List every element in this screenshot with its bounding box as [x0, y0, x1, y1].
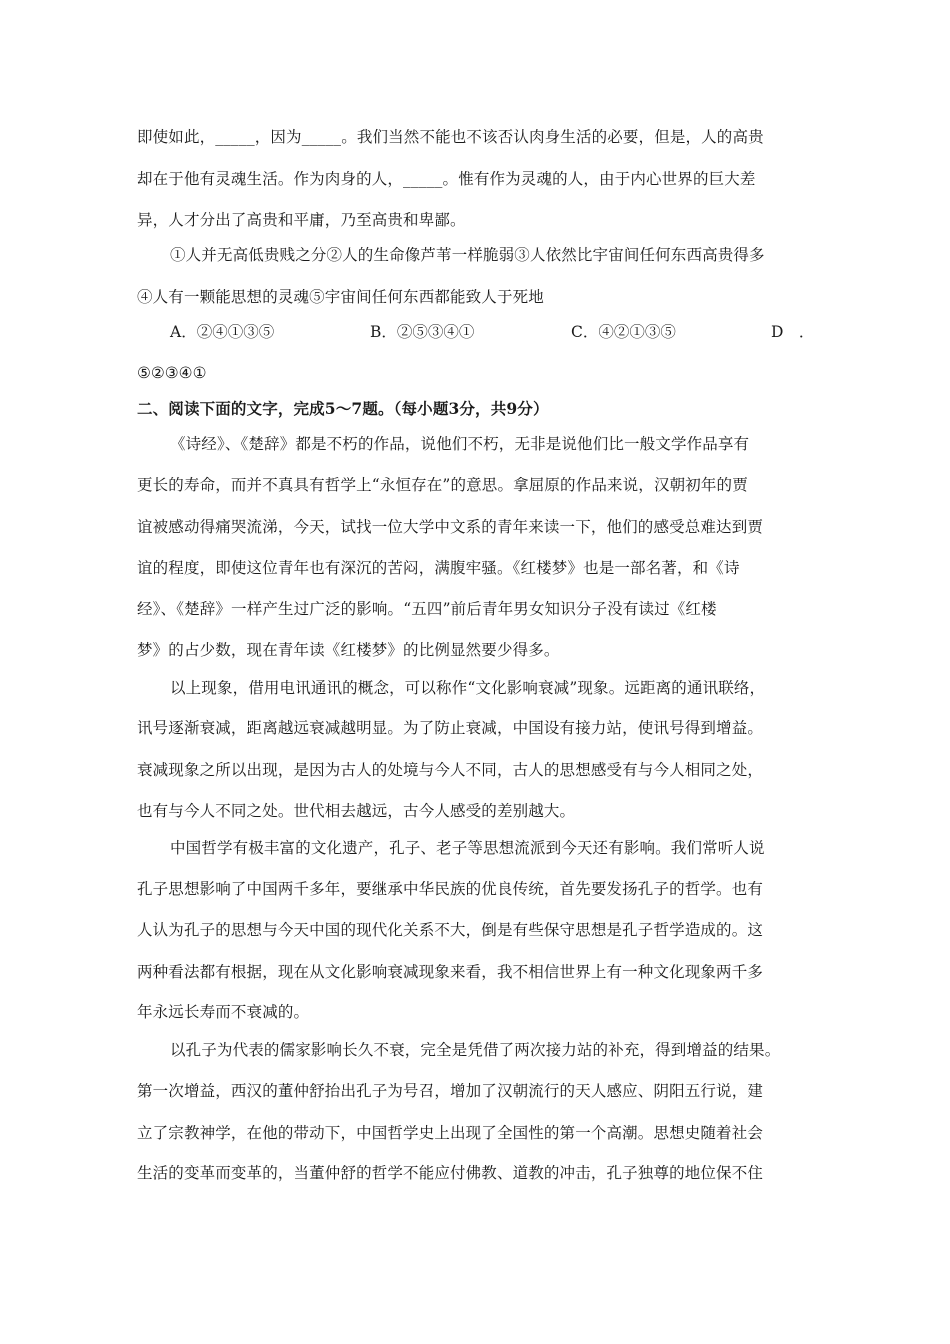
option-a: A．②④①③⑤ — [170, 323, 275, 341]
paragraph-line: 也有与今人不同之处。世代相去越远，古今人感受的差别越大。 — [137, 802, 576, 820]
paragraph-line: 以孔子为代表的儒家影响长久不衰，完全是凭借了两次接力站的补充，得到增益的结果。 — [170, 1041, 781, 1059]
paragraph-line: 以上现象，借用电讯通讯的概念，可以称作“文化影响衰减”现象。远距离的通讯联络， — [170, 679, 766, 697]
paragraph-line: 生活的变革而变革的，当董仲舒的哲学不能应付佛教、道教的冲击，孔子独尊的地位保不住 — [137, 1164, 764, 1182]
choices-line: ①人并无高低贵贱之分②人的生命像芦苇一样脆弱③人依然比宇宙间任何东西高贵得多 — [170, 246, 765, 264]
option-d-label: D ． — [771, 323, 815, 341]
paragraph-line: 中国哲学有极丰富的文化遗产，孔子、老子等思想流派到今天还有影响。我们常听人说 — [170, 839, 765, 857]
paragraph-line: 谊被感动得痛哭流涕，今天，试找一位大学中文系的青年来读一下，他们的感受总难达到贾 — [137, 518, 764, 536]
paragraph-line: 谊的程度，即使这位青年也有深沉的苦闷，满腹牢骚。《红楼梦》也是一部名著，和《诗 — [137, 559, 740, 577]
passage-line: 却在于他有灵魂生活。作为肉身的人，_____。惟有作为灵魂的人，由于内心世界的巨大差 — [137, 170, 756, 188]
paragraph-line: 立了宗教神学，在他的带动下，中国哲学史上出现了全国性的第一个高潮。思想史随着社会 — [137, 1124, 764, 1142]
paragraph-line: 更长的寿命，而并不真具有哲学上“永恒存在”的意思。拿屈原的作品来说，汉朝初年的贾 — [137, 476, 748, 494]
choices-line: ④人有一颗能思想的灵魂⑤宇宙间任何东西都能致人于死地 — [137, 288, 544, 306]
paragraph-line: 第一次增益，西汉的董仲舒抬出孔子为号召，增加了汉朝流行的天人感应、阴阳五行说，建 — [137, 1082, 764, 1100]
paragraph-line: 讯号逐渐衰减，距离越远衰减越明显。为了防止衰减，中国设有接力站，使讯号得到增益。 — [137, 719, 764, 737]
paragraph-line: 梦》的占少数，现在青年读《红楼梦》的比例显然要少得多。 — [137, 641, 560, 659]
paragraph-line: 经》、《楚辞》一样产生过广泛的影响。“五四”前后青年男女知识分子没有读过《红楼 — [137, 600, 717, 618]
paragraph-line: 《诗经》、《楚辞》都是不朽的作品，说他们不朽，无非是说他们比一般文学作品享有 — [170, 435, 750, 453]
passage-line: 即使如此，_____，因为_____。我们当然不能也不该否认肉身生活的必要，但是，人的高贵 — [137, 128, 764, 146]
option-c: C．④②①③⑤ — [571, 323, 676, 341]
option-d-value: ⑤②③④① — [137, 364, 207, 382]
paragraph-line: 孔子思想影响了中国两千多年，要继承中华民族的优良传统，首先要发扬孔子的哲学。也有 — [137, 880, 764, 898]
paragraph-line: 年永远长寿而不衰减的。 — [137, 1003, 310, 1021]
paragraph-line: 人认为孔子的思想与今天中国的现代化关系不大，倒是有些保守思想是孔子哲学造成的。这 — [137, 921, 764, 939]
paragraph-line: 衰减现象之所以出现，是因为古人的处境与今人不同，古人的思想感受有与今人相同之处， — [137, 761, 764, 779]
passage-line: 异，人才分出了高贵和平庸，乃至高贵和卑鄙。 — [137, 211, 466, 229]
option-b: B．②⑤③④① — [370, 323, 475, 341]
section-heading: 二、阅读下面的文字，完成5～7题。（每小题3分，共9分） — [137, 399, 549, 418]
paragraph-line: 两种看法都有根据，现在从文化影响衰减现象来看，我不相信世界上有一种文化现象两千多 — [137, 963, 764, 981]
